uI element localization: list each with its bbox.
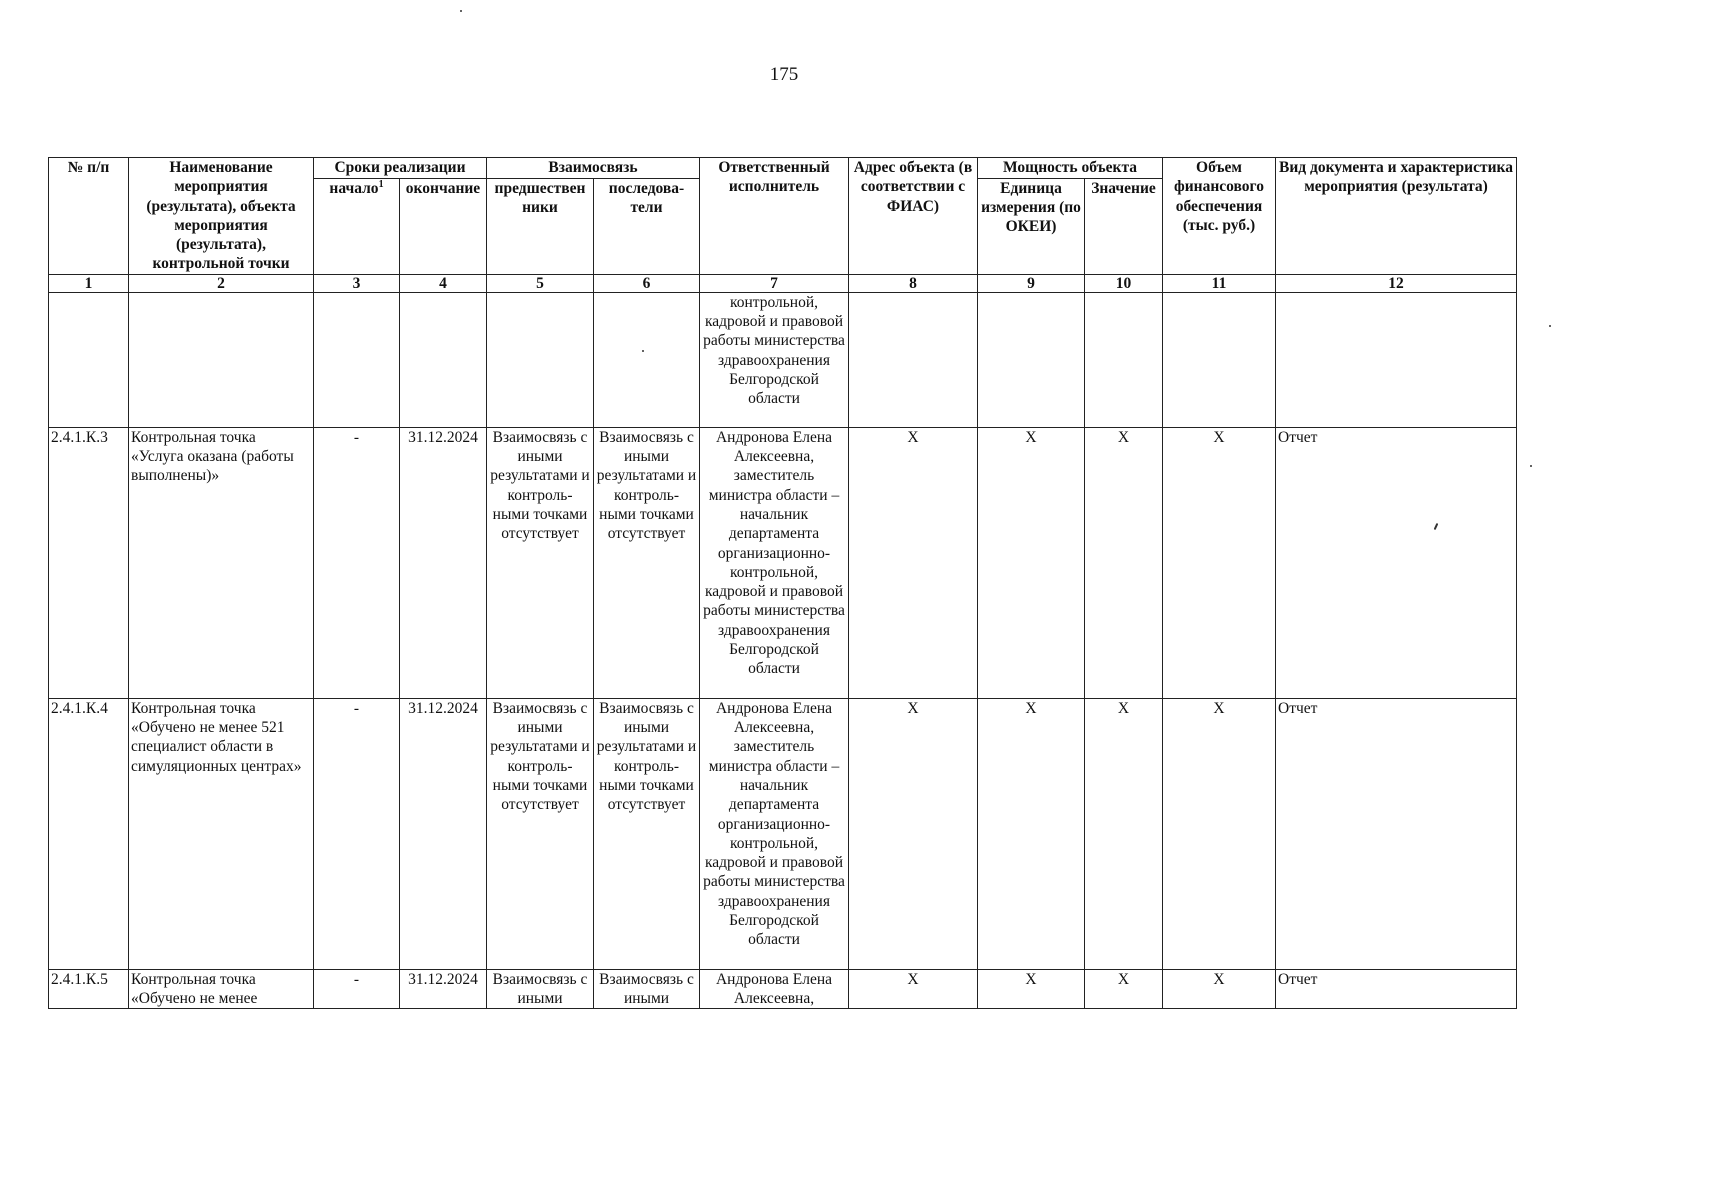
header-row-1 — [49, 158, 1517, 179]
header-name: Наименование мероприятия (результата), объекта мероприятия (результата), контрольной точки — [129, 158, 314, 275]
cell-end: 31.12.2024 — [400, 969, 487, 1009]
cell-end — [400, 292, 487, 427]
cell-responsible: Андронова Елена Алексеевна, заместитель министра области – начальник департамента организационно- контрольной, кадровой и правовой работы министерства здравоохранения Белгородской области — [700, 427, 849, 698]
table-row — [49, 969, 1517, 1009]
cell-finance: Х — [1163, 427, 1276, 698]
cell-start: - — [314, 698, 400, 969]
scan-speck — [460, 10, 462, 12]
cell-successors: Взаимосвязь с иными результатами и контроль- ными точками отсутствует — [594, 427, 700, 698]
header-finance: Объем финансового обеспечения (тыс. руб.) — [1163, 158, 1276, 275]
cell-unit: Х — [978, 969, 1085, 1009]
cell-unit: Х — [978, 698, 1085, 969]
scan-speck — [642, 350, 644, 352]
header-num: № п/п — [49, 158, 129, 275]
cell-start — [314, 292, 400, 427]
page-number: 175 — [769, 64, 799, 85]
header-responsible: Ответственный исполнитель — [700, 158, 849, 275]
cell-address: Х — [849, 427, 978, 698]
header-capacity: Мощность объекта — [978, 158, 1163, 179]
table-row — [49, 698, 1517, 969]
cell-finance: Х — [1163, 969, 1276, 1009]
cell-responsible: Андронова Елена Алексеевна, заместитель министра области – начальник департамента организационно- контрольной, кадровой и правовой работы министерства здравоохранения Белгородской области — [700, 698, 849, 969]
cell-predecessors — [487, 292, 594, 427]
header-end: окончание — [400, 178, 487, 274]
cell-end: 31.12.2024 — [400, 427, 487, 698]
cell-unit: Х — [978, 427, 1085, 698]
cell-responsible: контрольной, кадровой и правовой работы министерства здравоохранения Белгородской области — [700, 292, 849, 427]
header-address: Адрес объекта (в соответствии с ФИАС) — [849, 158, 978, 275]
cell-num: 2.4.1.К.3 — [49, 427, 129, 698]
cell-name: Контрольная точка «Обучено не менее — [129, 969, 314, 1009]
header-predecessors: предшествен ники — [487, 178, 594, 274]
cell-address: Х — [849, 969, 978, 1009]
cell-doc: Отчет — [1276, 698, 1517, 969]
table-row — [49, 427, 1517, 698]
column-number: 2 — [129, 274, 314, 292]
header-start-label: начало — [329, 179, 379, 197]
column-number: 4 — [400, 274, 487, 292]
scan-speck — [1549, 325, 1551, 327]
column-number: 5 — [487, 274, 594, 292]
column-number: 3 — [314, 274, 400, 292]
cell-address: Х — [849, 698, 978, 969]
cell-num — [49, 292, 129, 427]
cell-name — [129, 292, 314, 427]
header-start — [314, 178, 400, 274]
header-doc: Вид документа и характеристика мероприятия (результата) — [1276, 158, 1517, 275]
column-number: 8 — [849, 274, 978, 292]
cell-predecessors: Взаимосвязь с иными результатами и контроль- ными точками отсутствует — [487, 698, 594, 969]
header-successors: последова- тели — [594, 178, 700, 274]
cell-value: Х — [1085, 969, 1163, 1009]
cell-end: 31.12.2024 — [400, 698, 487, 969]
activity-plan-table — [48, 157, 1517, 1009]
cell-finance: Х — [1163, 698, 1276, 969]
header-start-footnote: 1 — [378, 178, 384, 190]
cell-num: 2.4.1.К.5 — [49, 969, 129, 1009]
cell-successors — [594, 292, 700, 427]
cell-start: - — [314, 427, 400, 698]
cell-responsible: Андронова Елена Алексеевна, — [700, 969, 849, 1009]
column-number: 10 — [1085, 274, 1163, 292]
scan-speck — [1530, 465, 1532, 467]
cell-address — [849, 292, 978, 427]
cell-doc: Отчет — [1276, 969, 1517, 1009]
cell-start: - — [314, 969, 400, 1009]
cell-predecessors: Взаимосвязь с иными результатами и контроль- ными точками отсутствует — [487, 427, 594, 698]
cell-name: Контрольная точка «Услуга оказана (работы выполнены)» — [129, 427, 314, 698]
column-number: 6 — [594, 274, 700, 292]
cell-name: Контрольная точка «Обучено не менее 521 специалист области в симуляционных центрах» — [129, 698, 314, 969]
cell-value: Х — [1085, 427, 1163, 698]
column-number: 1 — [49, 274, 129, 292]
table-row-continuation — [49, 292, 1517, 427]
cell-finance — [1163, 292, 1276, 427]
cell-num: 2.4.1.К.4 — [49, 698, 129, 969]
cell-doc: Отчет — [1276, 427, 1517, 698]
cell-value: Х — [1085, 698, 1163, 969]
cell-value — [1085, 292, 1163, 427]
cell-doc — [1276, 292, 1517, 427]
column-number-row — [49, 274, 1517, 292]
header-unit: Единица измерения (по ОКЕИ) — [978, 178, 1085, 274]
header-link: Взаимосвязь — [487, 158, 700, 179]
column-number: 9 — [978, 274, 1085, 292]
header-value: Значение — [1085, 178, 1163, 274]
header-terms: Сроки реализации — [314, 158, 487, 179]
column-number: 11 — [1163, 274, 1276, 292]
column-number: 7 — [700, 274, 849, 292]
cell-successors: Взаимосвязь с иными — [594, 969, 700, 1009]
cell-successors: Взаимосвязь с иными результатами и контроль- ными точками отсутствует — [594, 698, 700, 969]
cell-predecessors: Взаимосвязь с иными — [487, 969, 594, 1009]
column-number: 12 — [1276, 274, 1517, 292]
cell-unit — [978, 292, 1085, 427]
